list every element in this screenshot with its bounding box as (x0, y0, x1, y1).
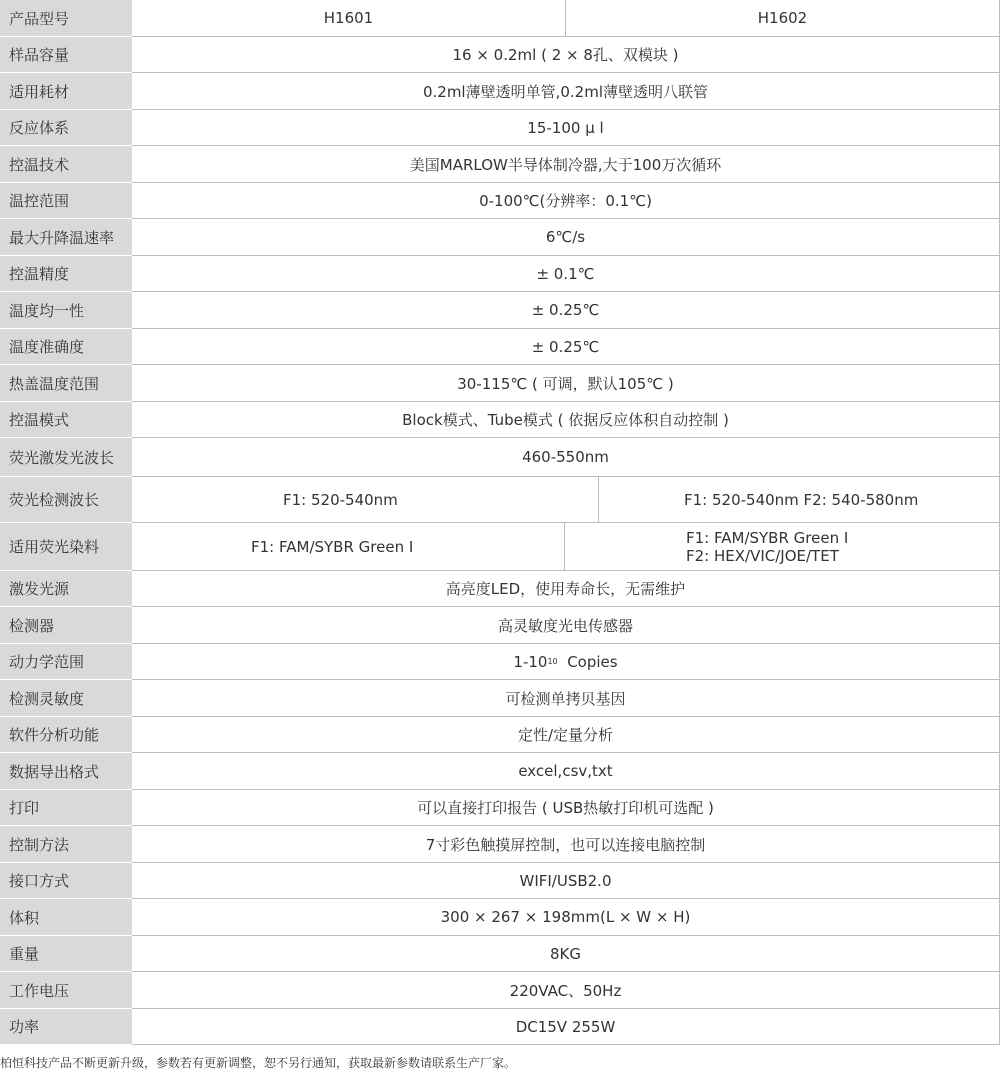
range-base: 1-10 (513, 652, 548, 671)
row-label: 控温精度 (0, 256, 132, 292)
row-label: 功率 (0, 1009, 132, 1045)
row-label: 温度均一性 (0, 292, 132, 329)
row-values (132, 37, 1000, 73)
row-values (132, 607, 1000, 644)
row-value: 6℃/s (545, 228, 586, 246)
row-values (132, 438, 1000, 477)
row-label: 热盖温度范围 (0, 365, 132, 402)
row-label: 产品型号 (0, 0, 132, 37)
row-value: 可以直接打印报告 ( USB热敏打印机可选配 ) (417, 799, 714, 817)
row-label: 荧光激发光波长 (0, 438, 132, 477)
table-row (0, 863, 1000, 899)
row-label: 检测灵敏度 (0, 680, 132, 717)
row-value: 7寸彩色触摸屏控制，也可以连接电脑控制 (425, 835, 706, 854)
h1601-value: F1: FAM/SYBR Green I (251, 537, 414, 556)
row-label: 最大升降温速率 (0, 219, 132, 256)
row-label: 适用荧光染料 (0, 523, 132, 571)
h1602-value (564, 523, 999, 570)
table-row (0, 402, 1000, 438)
row-label: 体积 (0, 899, 132, 936)
row-label: 工作电压 (0, 972, 132, 1009)
table-row (0, 256, 1000, 292)
row-value: 高灵敏度光电传感器 (497, 616, 633, 635)
table-row (0, 826, 1000, 863)
row-value: 300 × 267 × 198mm(L × W × H) (440, 908, 691, 926)
row-values (132, 1009, 1000, 1045)
table-row (0, 753, 1000, 790)
row-values (132, 365, 1000, 402)
table-row (0, 936, 1000, 972)
table-row (0, 292, 1000, 329)
row-value: excel,csv,txt (518, 762, 613, 780)
table-row (0, 972, 1000, 1009)
row-label: 样品容量 (0, 37, 132, 73)
row-value: 8KG (549, 944, 581, 963)
row-value: DC15V 255W (515, 1017, 616, 1036)
row-value: 30-115℃ ( 可调，默认105℃ ) (457, 374, 674, 393)
row-values (132, 826, 1000, 863)
row-values (132, 402, 1000, 438)
row-value: 高亮度LED，使用寿命长，无需维护 (445, 580, 686, 598)
row-values (132, 477, 1000, 523)
detection-wavelength-row (0, 477, 1000, 523)
h1601-value: F1: 520-540nm (283, 490, 398, 509)
table-row (0, 73, 1000, 110)
model-h1601: H1601 (323, 9, 374, 27)
table-row (0, 717, 1000, 753)
row-label: 温度准确度 (0, 329, 132, 365)
row-value: 美国MARLOW半导体制冷器,大于100万次循环 (409, 155, 722, 174)
row-label: 动力学范围 (0, 644, 132, 680)
row-label: 控制方法 (0, 826, 132, 863)
row-values (132, 292, 1000, 329)
table-row (0, 146, 1000, 183)
row-values (132, 0, 1000, 37)
row-values (132, 219, 1000, 256)
row-values (132, 644, 1000, 680)
row-value: Block模式、Tube模式 ( 依据反应体积自动控制 ) (402, 411, 729, 429)
header-row (0, 0, 1000, 37)
h1602-value: F1: 520-540nm F2: 540-580nm (598, 477, 999, 522)
table-row (0, 219, 1000, 256)
row-values (132, 680, 1000, 717)
range-unit: Copies (567, 652, 618, 671)
row-label: 重量 (0, 936, 132, 972)
table-row (0, 438, 1000, 477)
row-value: 460-550nm (522, 448, 609, 466)
row-values (132, 972, 1000, 1009)
footnote: 柏恒科技产品不断更新升级，参数若有更新调整，恕不另行通知，获取最新参数请联系生产厂家。 (0, 1056, 517, 1070)
row-value: 220VAC、50Hz (509, 981, 622, 1000)
h1602-dye-line-2: F2: HEX/VIC/JOE/TET (686, 546, 839, 565)
row-label: 检测器 (0, 607, 132, 644)
row-label: 温控范围 (0, 183, 132, 219)
table-row (0, 1009, 1000, 1045)
row-label: 打印 (0, 790, 132, 826)
table-row (0, 365, 1000, 402)
row-label: 接口方式 (0, 863, 132, 899)
row-values (132, 936, 1000, 972)
row-value: 15-100 µ l (527, 118, 604, 137)
table-row (0, 571, 1000, 607)
table-row (0, 329, 1000, 365)
model-h1602: H1602 (565, 0, 999, 36)
row-value: WIFI/USB2.0 (519, 871, 612, 890)
row-label: 数据导出格式 (0, 753, 132, 790)
row-values (132, 146, 1000, 183)
row-label: 反应体系 (0, 110, 132, 146)
row-values (132, 790, 1000, 826)
table-row (0, 680, 1000, 717)
row-label: 适用耗材 (0, 73, 132, 110)
row-values (132, 73, 1000, 110)
row-values (132, 523, 1000, 571)
row-values (132, 256, 1000, 292)
row-value: 0-100℃(分辨率：0.1℃) (479, 192, 652, 210)
row-value: ± 0.25℃ (531, 337, 600, 356)
row-label: 软件分析功能 (0, 717, 132, 753)
table-row (0, 899, 1000, 936)
row-value: 16 × 0.2ml ( 2 × 8孔、双模块 ) (452, 46, 679, 64)
table-row (0, 37, 1000, 73)
row-value: 定性/定量分析 (517, 726, 614, 744)
dynamic-range-row (0, 644, 1000, 680)
row-label: 激发光源 (0, 571, 132, 607)
row-value: ± 0.25℃ (531, 301, 600, 319)
dyes-row (0, 523, 1000, 571)
row-value: ± 0.1℃ (536, 264, 595, 283)
row-value (132, 644, 999, 679)
row-values (132, 183, 1000, 219)
row-values (132, 753, 1000, 790)
row-value: 0.2ml薄壁透明单管,0.2ml薄壁透明八联管 (422, 82, 709, 101)
row-values (132, 899, 1000, 936)
h1602-dye-line-1: F1: FAM/SYBR Green I (686, 528, 849, 547)
row-values (132, 863, 1000, 899)
table-row (0, 110, 1000, 146)
table-row (0, 790, 1000, 826)
row-values (132, 110, 1000, 146)
table-row (0, 607, 1000, 644)
row-values (132, 571, 1000, 607)
range-exponent: 10 (547, 657, 558, 666)
row-values (132, 717, 1000, 753)
row-label: 荧光检测波长 (0, 477, 132, 523)
row-label: 控温模式 (0, 402, 132, 438)
table-row (0, 183, 1000, 219)
row-label: 控温技术 (0, 146, 132, 183)
row-value: 可检测单拷贝基因 (505, 689, 626, 708)
row-values (132, 329, 1000, 365)
